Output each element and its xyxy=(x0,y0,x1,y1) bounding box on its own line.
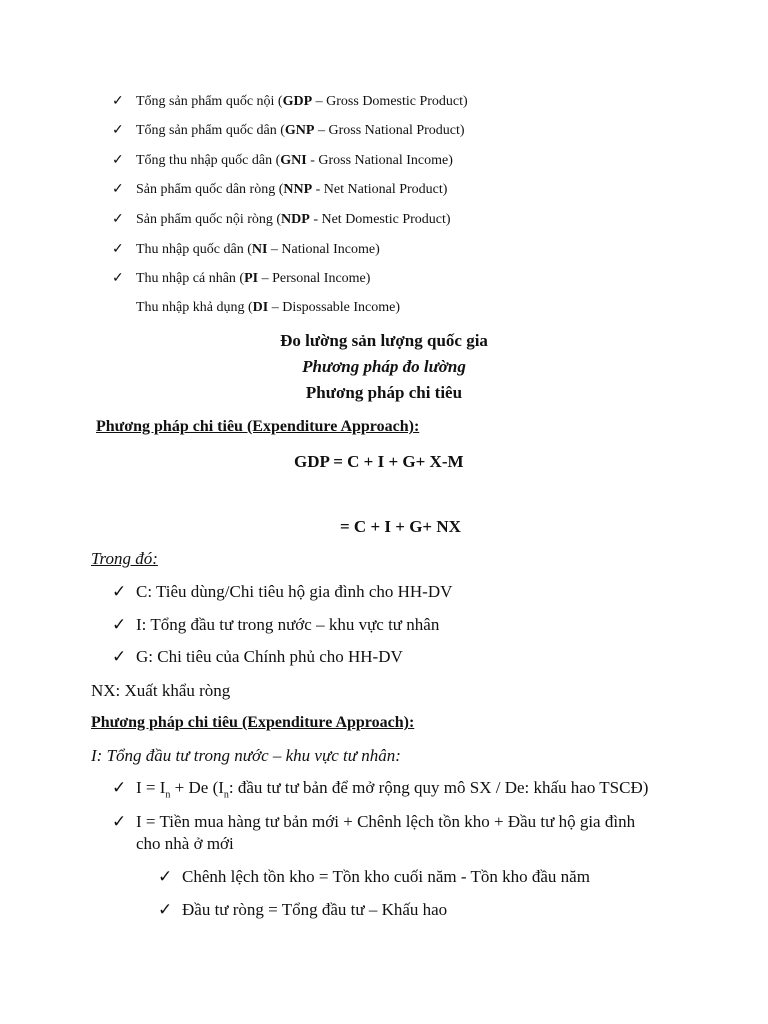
list-item-ni: ✓ Thu nhập quốc dân (NI – National Income) xyxy=(112,242,380,257)
label-trong-do: Trong đó: xyxy=(91,549,158,568)
investment-formula-2: ✓ I = Tiền mua hàng tư bản mới + Chênh lệch tồn kho + Đầu tư hộ gia đình xyxy=(112,812,636,831)
list-item-nnp: ✓ Sản phẩm quốc dân ròng (NNP - Net National Product) xyxy=(112,182,448,197)
list-item-ndp: ✓ Sản phẩm quốc nội ròng (NDP - Net Domestic Product) xyxy=(112,212,451,227)
checkmark-icon: ✓ xyxy=(112,153,124,168)
checkmark-icon: ✓ xyxy=(112,242,124,257)
checkmark-icon: ✓ xyxy=(158,867,173,886)
list-item-gnp: ✓ Tổng sản phẩm quốc dân (GNP – Gross National Product) xyxy=(112,123,465,138)
list-item-pi: ✓ Thu nhập cá nhân (PI – Personal Income) xyxy=(112,271,371,286)
investment-formula-1: ✓ $I = I_n + De$ ($I_n$: đầu tư tư bản để mở rộng quy mô SX / De: khấu hao TSCĐ) xyxy=(112,778,649,801)
list-item-gni: ✓ Tổng thu nhập quốc dân (GNI - Gross National Income) xyxy=(112,153,453,168)
checkmark-icon: ✓ xyxy=(112,212,124,227)
list-item-gdp: ✓ Tổng sản phẩm quốc nội (GDP – Gross Domestic Product) xyxy=(112,94,468,109)
investment-title: I: Tổng đầu tư trong nước – khu vực tư nhân: xyxy=(91,746,401,765)
checkmark-icon: ✓ xyxy=(112,615,127,634)
component-g: ✓ G: Chi tiêu của Chính phủ cho HH-DV xyxy=(112,647,403,666)
checkmark-icon: ✓ xyxy=(112,271,124,286)
section-title-expenditure-2: Phương pháp chi tiêu (Expenditure Approach): xyxy=(91,714,415,731)
checkmark-icon: ✓ xyxy=(112,94,124,109)
checkmark-icon: ✓ xyxy=(112,647,127,666)
checkmark-icon: ✓ xyxy=(112,182,124,197)
component-i: ✓ I: Tổng đầu tư trong nước – khu vực tư nhân xyxy=(112,615,440,634)
heading-national-output: Đo lường sản lượng quốc gia xyxy=(280,331,488,350)
checkmark-icon: ✓ xyxy=(158,900,173,919)
formula-gdp: GDP = C + I + G+ X-M xyxy=(294,452,464,471)
checkmark-icon: ✓ xyxy=(112,778,127,797)
list-item-di: Thu nhập khả dụng (DI – Dispossable Income) xyxy=(136,300,401,315)
investment-formula-2-cont: cho nhà ở mới xyxy=(136,834,234,853)
heading-expenditure-method: Phương pháp chi tiêu xyxy=(305,383,463,402)
formula-gdp-nx: = C + I + G+ NX xyxy=(340,517,461,536)
section-title-expenditure: Phương pháp chi tiêu (Expenditure Approach): xyxy=(96,418,420,435)
nx-definition: NX: Xuất khẩu ròng xyxy=(91,681,231,700)
checkmark-icon: ✓ xyxy=(112,582,127,601)
heading-measurement-method: Phương pháp đo lường xyxy=(302,357,466,376)
checkmark-icon: ✓ xyxy=(112,812,127,831)
component-c: ✓ C: Tiêu dùng/Chi tiêu hộ gia đình cho HH-DV xyxy=(112,582,453,601)
checkmark-icon: ✓ xyxy=(112,123,124,138)
sub-item-inventory: ✓ Chênh lệch tồn kho = Tồn kho cuối năm - Tồn kho đầu năm xyxy=(158,867,590,886)
sub-item-net-investment: ✓ Đầu tư ròng = Tổng đầu tư – Khấu hao xyxy=(158,900,448,919)
